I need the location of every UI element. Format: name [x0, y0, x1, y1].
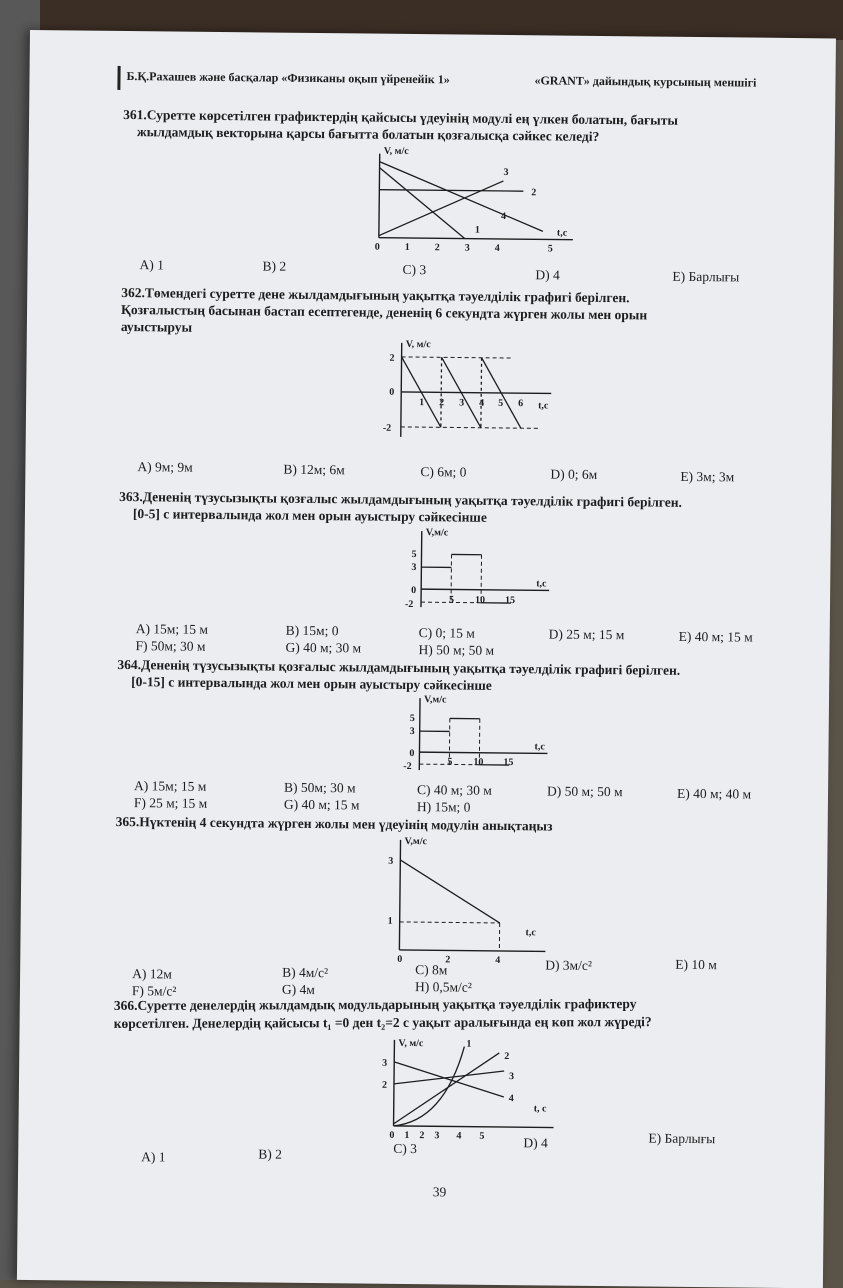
q362-text-3: ауыстыруы	[121, 318, 192, 336]
q363-option-d[interactable]: D) 25 м; 15 м	[549, 626, 625, 643]
q362-ylabel: V, м/с	[406, 339, 432, 350]
q363-option-a[interactable]: A) 15м; 15 м	[136, 621, 208, 638]
q365-xtick-4: 4	[495, 955, 500, 966]
q362-xtick-6: 6	[518, 398, 523, 409]
q365-xtick-2: 2	[445, 954, 450, 965]
q366-y-axis	[394, 1040, 395, 1126]
q362-xtick-3: 3	[459, 398, 464, 409]
q364-ytick-5: 5	[410, 713, 415, 724]
q364-text-1: 364.Дененің түзусызықты қозғалыс жылдамдығының уақытқа тәуелділік графигі берілген.	[117, 656, 680, 679]
q363-xtick-5: 5	[449, 594, 454, 605]
header-right: «GRANT» дайындық курсының меншігі	[534, 73, 756, 90]
q362-ytick-2: -2	[383, 423, 391, 434]
q363-x-axis	[421, 589, 549, 590]
q364-option-g[interactable]: G) 40 м; 15 м	[284, 797, 360, 814]
q361-ylabel: V, м/с	[384, 146, 410, 157]
q366-option-a[interactable]: A) 1	[141, 1149, 166, 1165]
q366-ytick-2: 2	[382, 1080, 387, 1091]
q366-curve-1	[394, 1046, 465, 1127]
q361-xtick-0: 0	[375, 242, 380, 253]
q363-ytick-3: 3	[411, 562, 416, 573]
q362-option-a[interactable]: A) 9м; 9м	[137, 459, 193, 476]
q362-text-2: Қозғалыстың басынан бастап есептегенде, дененің 6 секундта жүрген жолы мен орын	[121, 301, 647, 324]
q362-xtick-1: 1	[419, 397, 424, 408]
q362-xlabel: t,c	[538, 400, 549, 411]
q362-option-c[interactable]: C) 6м; 0	[420, 464, 466, 480]
q361-option-a[interactable]: A) 1	[139, 257, 164, 273]
q365-ylabel: V,м/с	[404, 836, 427, 847]
q365-option-d[interactable]: D) 3м/с²	[545, 957, 592, 973]
q361-series-label-1: 1	[475, 225, 480, 236]
q361-xtick-3: 3	[465, 243, 470, 254]
q361-line-4	[379, 162, 544, 232]
q363-option-c[interactable]: C) 0; 15 м	[419, 625, 475, 642]
q364-option-b[interactable]: B) 50м; 30 м	[284, 780, 356, 797]
q364-text-2: [0-15] с интервалында жол мен орын ауыстыру сәйкесінше	[131, 673, 492, 694]
q364-chart	[407, 694, 558, 776]
q363-text-1: 363.Дененің түзусызықты қозғалыс жылдамдығының уақытқа тәуелділік графигі берілген.	[119, 488, 682, 511]
q362-dash-top	[402, 357, 512, 358]
q366-option-e[interactable]: E) Барлығы	[648, 1131, 715, 1148]
q366-xtick-1: 1	[404, 1130, 409, 1141]
q362-xtick-5: 5	[498, 398, 503, 409]
q361-xtick-5: 5	[548, 243, 553, 254]
q366-option-c[interactable]: C) 3	[393, 1141, 417, 1157]
q365-text-1: 365.Нүктенің 4 секундта жүрген жолы мен үдеуінің модулін анықтаңыз	[116, 813, 553, 835]
q366-series-label-2: 2	[504, 1051, 509, 1062]
q364-ytick-3: 3	[410, 726, 415, 737]
q365-ytick-0: 0	[397, 954, 402, 965]
q363-option-h[interactable]: H) 50 м; 50 м	[418, 642, 494, 659]
q364-ytick-0: 0	[409, 748, 414, 759]
q366-xtick-0: 0	[389, 1130, 394, 1141]
q363-ytick-5: 5	[411, 549, 416, 560]
q362-option-d[interactable]: D) 0; 6м	[550, 466, 597, 482]
q365-x-axis	[399, 950, 545, 952]
q365-dash-horizontal	[400, 922, 500, 923]
q362-option-e[interactable]: E) 3м; 3м	[680, 469, 734, 486]
q364-xtick-5: 5	[447, 756, 452, 767]
q363-option-b[interactable]: B) 15м; 0	[286, 623, 339, 640]
q362-x-axis	[401, 392, 551, 394]
q364-xtick-10: 10	[473, 757, 483, 768]
q361-chart	[373, 144, 584, 256]
q364-option-d[interactable]: D) 50 м; 50 м	[547, 783, 623, 800]
q361-option-c[interactable]: C) 3	[402, 262, 426, 278]
q365-y-axis	[399, 840, 400, 950]
q361-text-1: 361.Суретте көрсетілген графиктердің қайсысы үдеуінің модулі ең үлкен болатын, бағыты	[123, 106, 678, 129]
q365-chart	[375, 834, 556, 966]
header-left: Б.Қ.Рахашев және басқалар «Физиканы оқып үйренейік 1»	[126, 69, 449, 87]
q363-xtick-10: 10	[475, 595, 485, 606]
q366-xtick-3: 3	[434, 1130, 439, 1141]
q363-y-axis	[421, 531, 422, 607]
q362-ytick-1: 0	[389, 387, 394, 398]
q366-option-b[interactable]: B) 2	[258, 1146, 282, 1162]
q365-option-g[interactable]: G) 4м	[282, 982, 315, 998]
q362-ytick-0: 2	[390, 353, 395, 364]
q365-option-e[interactable]: E) 10 м	[675, 957, 717, 973]
q363-text-2: [0-5] с интервалында жол мен орын ауыстыру сәйкесінше	[133, 505, 487, 526]
q365-option-h[interactable]: H) 0,5м/с²	[415, 979, 472, 996]
q364-option-e[interactable]: E) 40 м; 40 м	[677, 786, 751, 803]
q363-ytick-neg2: -2	[405, 599, 413, 610]
q362-xtick-2: 2	[439, 397, 444, 408]
q366-series-label-4: 4	[509, 1093, 514, 1104]
q366-text-1: 366.Суретте денелердің жылдамдық модульдарының уақытқа тәуелділік графиктеру	[114, 995, 637, 1014]
q361-xlabel: t,c	[557, 228, 568, 239]
q366-chart	[373, 1036, 564, 1138]
q363-option-f[interactable]: F) 50м; 30 м	[135, 638, 205, 655]
q366-series-label-1: 1	[466, 1039, 471, 1050]
q366-text-2: көрсетілген. Денелердің қайсысы t₁ =0 ден t₂=2 с уақыт аралығында ең көп жол жүреді?	[114, 1013, 652, 1032]
q366-series-label-3: 3	[509, 1071, 514, 1082]
q364-option-h[interactable]: H) 15м; 0	[417, 799, 471, 816]
q365-xlabel: t,c	[526, 927, 537, 938]
q366-line-4	[394, 1062, 504, 1097]
q365-option-b[interactable]: B) 4м/с²	[282, 965, 328, 981]
q362-text-1: 362.Төмендегі суретте дене жылдамдығының уақытқа тәуелділік графигі берілген.	[121, 284, 629, 306]
q364-option-f[interactable]: F) 25 м; 15 м	[134, 795, 208, 812]
page-number: 39	[433, 1184, 447, 1200]
q364-x-axis	[419, 752, 547, 753]
header-bar	[117, 66, 120, 90]
q361-text-2: жылдамдық векторына қарсы бағытта болатын қозғалысқа сәйкес келеді?	[137, 123, 600, 145]
q364-ylabel: V,м/с	[424, 694, 447, 705]
q366-xtick-5: 5	[479, 1131, 484, 1142]
q361-option-d[interactable]: D) 4	[535, 267, 560, 283]
q364-xlabel: t,c	[534, 741, 545, 752]
q366-ytick-3: 3	[382, 1058, 387, 1069]
q366-xtick-2: 2	[419, 1130, 424, 1141]
q366-line-2	[394, 1052, 500, 1125]
q365-option-c[interactable]: C) 8м	[415, 962, 447, 978]
q361-series-label-3: 3	[503, 167, 508, 178]
q361-xtick-2: 2	[435, 242, 440, 253]
q366-option-d[interactable]: D) 4	[523, 1135, 548, 1151]
q361-line-2	[379, 190, 523, 192]
q365-ytick-1: 1	[388, 916, 393, 927]
q361-xtick-1: 1	[405, 242, 410, 253]
q364-option-c[interactable]: C) 40 м; 30 м	[417, 782, 492, 799]
q365-option-a[interactable]: A) 12м	[132, 966, 172, 982]
book-page	[17, 30, 836, 1288]
q365-ytick-3: 3	[388, 856, 393, 867]
q361-y-axis	[379, 154, 380, 238]
q361-xtick-4: 4	[495, 243, 500, 254]
q365-option-f[interactable]: F) 5м/с²	[132, 983, 177, 999]
q363-option-g[interactable]: G) 40 м; 30 м	[285, 640, 361, 657]
q361-option-e[interactable]: E) Барлығы	[672, 269, 739, 286]
q366-x-axis	[394, 1126, 554, 1128]
q364-option-a[interactable]: A) 15м; 15 м	[134, 778, 206, 795]
q363-xlabel: t,c	[536, 578, 547, 589]
q366-ylabel: V, м/с	[398, 1038, 424, 1049]
q363-ylabel: V,м/с	[426, 527, 449, 538]
q362-chart	[381, 337, 562, 449]
q366-line-3	[394, 1070, 504, 1085]
q362-option-b[interactable]: B) 12м; 6м	[283, 462, 345, 479]
q361-x-axis	[379, 238, 573, 240]
q364-xtick-15: 15	[503, 757, 513, 768]
q363-xtick-15: 15	[505, 595, 515, 606]
q362-xtick-4: 4	[479, 398, 484, 409]
q361-series-label-2: 2	[531, 187, 536, 198]
q366-xlabel: t, c	[534, 1103, 547, 1114]
q365-velocity-line	[400, 860, 501, 923]
q363-ytick-0: 0	[411, 585, 416, 596]
q363-option-e[interactable]: E) 40 м; 15 м	[679, 629, 753, 646]
q364-y-axis	[419, 698, 420, 770]
q364-ytick-neg2: -2	[403, 761, 411, 772]
q366-xtick-4: 4	[456, 1131, 461, 1142]
q361-option-b[interactable]: B) 2	[262, 258, 286, 274]
q361-series-label-4: 4	[501, 211, 506, 222]
q363-chart	[409, 527, 560, 614]
